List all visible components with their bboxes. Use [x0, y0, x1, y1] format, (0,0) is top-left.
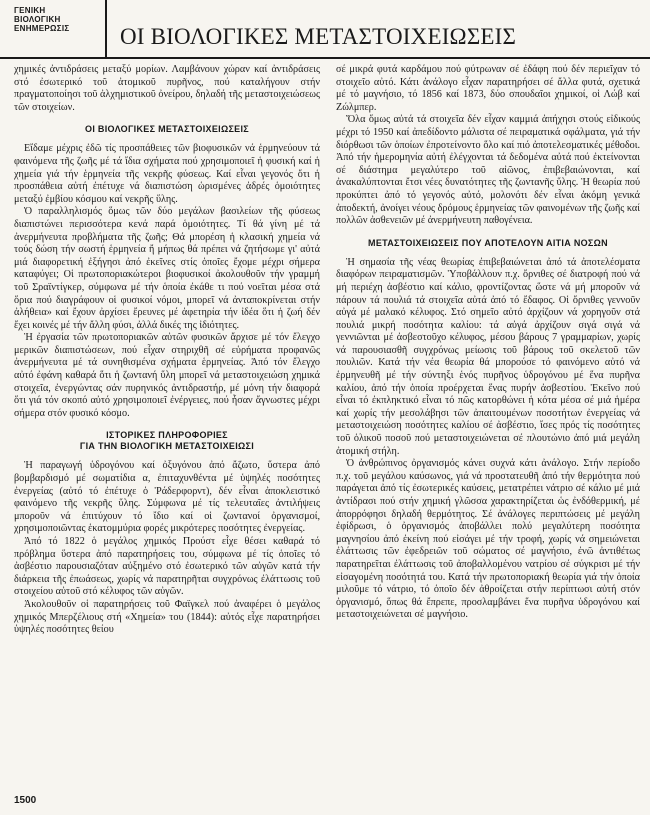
section-label-line: ΕΝΗΜΕΡΩΣΙΣ [14, 24, 70, 33]
left-column [14, 64, 320, 637]
header-vertical-rule [105, 0, 107, 58]
right-column [336, 64, 640, 622]
paragraph: Ὅλα ὅμως αὐτά τά στοιχεῖα δέν εἶχαν καμμιά ἀπήχησι στούς εἰδικούς μέχρι τό 1950 καί ἀπεδίδοντο μάλιστα σέ πειραματικά σφάλματα, γιά τήν διόρθωσι τῶν ὁποίων ἐπροτείνοντο ὅλο καί πιό ἀποτελεσματικές μέθοδοι. Ἀπό τήν ἡμερομηνία αὐτή ἐλέγχονται τά δεδομένα αὐτά πού ἐκτείνονται σέ διάστημα μεγαλύτερο τοῦ αἰῶνος, ἐπιβεβαιώνονται, καί ἀνακαλύπτονται ἔτσι νέες δυνατότητες τῆς ζωντανῆς ὕλης. Ἡ θεωρία πού προκύπτει ἀπό τό γεγονός αὐτό, μολονότι δέν εἶναι ἀκόμη γενικά ἀποδεκτή, ἀνοίγει νέους δρόμους ἑρμηνείας τῶν φαινομένων τῆς ζωῆς καί πολλῶν ἀσθενειῶν μέ ἀνερμήνευτη παθογένεια. [336, 114, 640, 227]
page-title: ΟΙ ΒΙΟΛΟΓΙΚΕΣ ΜΕΤΑΣΤΟΙΧΕΙΩΣΕΙΣ [120, 24, 517, 49]
paragraph: Ὁ ἀνθρώπινος ὀργανισμός κάνει συχνά κάτι ἀνάλογο. Στήν περίοδο π.χ. τοῦ μεγάλου καύσωνος, γιά νά προστατευθῆ ἀπό τήν θερμότητα πού παράγεται ἀπό τίς ἐσωτερικές καύσεις, μετατρέπει νάτριο σέ κάλιο μέ μιά ἀντίδρασι πού στήν χημική γλῶσσα χαρακτηρίζεται ὡς ἐνδόθερμική, μέ ἀπορρόφησι δηλαδή θερμότητος. Σέ ἀνάλογες περιπτώσεις μέ μεγάλη ἐφίδρωσι, ὁ ὀργανισμός ἀποβάλλει πολύ μεγαλύτερη ποσότητα μαγνησίου ἀπό ἐκείνη πού εἰσάγει μέ τήν τροφή, χωρίς νά σημειώνεται ἐλάττωσις τῶν ἐφεδρειῶν τοῦ σώματος σέ μαγνήσιο, ἐνῶ ἀντιθέτως παρατηρεῖται ἐλάττωσις τοῦ ἀποβαλλομένου νατρίου σέ σύγκρισι μέ τήν εἰσαγομένη ποσότητά του. Κατά τήν πρωτοποριακή θεωρία γιά τήν ὁποία μιλοῦμε τό νάτριο, τό ὁποῖο δέν ἀθροίζεται στήν περίπτωσι αὐτή στόν ὀργανισμό, ὅπως θά ἔπρεπε, προσλαμβάνει ἕνα πυρῆνα ὑδρογόνου καί μεταστοιχειώνεται σέ μαγνήσιο. [336, 458, 640, 621]
section-label [14, 6, 109, 33]
paragraph: Ἀπό τό 1822 ὁ μεγάλος χημικός Προύστ εἶχε θέσει καθαρά τό πρόβλημα ὕστερα ἀπό παρατηρήσεις του, σύμφωνα μέ τίς ὁποῖες τό ἀσβέστιο παρουσιαζόταν αὐξημένο στό ἐσωτερικό τῶν αὐγῶν κατά τήν διάρκεια τῆς ἐπωάσεως, χωρίς νά παρατηρῆται συγχρόνως ἐλάττωσις τοῦ στοιχείου αὐτοῦ στό κέλυφος τῶν αὐγῶν. [14, 536, 320, 598]
paragraph: Ἡ σημασία τῆς νέας θεωρίας ἐπιβεβαιώνεται ἀπό τά ἀποτελέσματα διαφόρων πειραματισμῶν. Ὑποβάλλουν π.χ. ὄρνιθες σέ διατροφή πού νά μή περιέχη ἀσβέστιο καί κάλιο, φροντίζοντας ὥστε νά μή μποροῦν νά πάρουν τά πουλιά τά στοιχεῖα αὐτά ἀπό τό ἔδαφος. Οἱ ὄρνιθες γεννοῦν αὐγά μέ μαλακό κέλυφος. Στό σημεῖο αὐτό ἀρχίζουν νά χορηγοῦν στά πουλιά μικρή ποσότητα καλίου: τά αὐγά ἀρχίζουν σιγά σιγά νά γεννιῶνται μέ ἀσβεστοῦχο κέλυφος, μέσου βάρους 7 γραμμαρίων, χωρίς νά παρουσιασθῆ συγχρόνως μείωσις τοῦ βάρους τοῦ σκελετοῦ τῶν πουλιῶν. Κατά τήν νέα θεωρία θά μπορούσε τό φαινόμενο αὐτό νά ἑρμηνευθῆ μέ τήν σύντηξι ἑνός πυρῆνος ὑδρογόνου μέ ἕνα πυρῆνα καλίου, ἀπό τήν ὁποία προέρχεται ἕνας πυρήν ἀσβεστίου. Ἐκεῖνο πού εἶναι τό ἐκπληκτικό εἶναι τό πῶς κατορθώνει ἡ κότα μέσα σέ μιά ἡμέρα καί χωρίς τήν μεσολάβησι τῶν ἀπαιτουμένων ποσοτήτων ἐνεργείας νά μεταστοιχειώση ποσότητες καλίου σέ ἀσβέστιο, ἴσες πρός τίς ποσότητες τοῦ ὁλικοῦ ποσοῦ πού μεταστοιχειώνεται σέ πλουτώνιο ἀπό μιά μεγάλη ἀτομική στήλη. [336, 256, 640, 457]
section-heading: ΜΕΤΑΣΤΟΙΧΕΙΩΣΕΙΣ ΠΟΥ ΑΠΟΤΕΛΟΥΝ ΑΙΤΙΑ ΝΟΣΩΝ [368, 237, 608, 248]
section-heading-line: ΓΙΑ ΤΗΝ ΒΙΟΛΟΓΙΚΗ ΜΕΤΑΣΤΟΙΧΕΙΩΣΙ [79, 441, 255, 452]
section-heading-line: ΙΣΤΟΡΙΚΕΣ ΠΛΗΡΟΦΟΡΙΕΣ [106, 430, 228, 441]
section-label-line: ΓΕΝΙΚΗ [14, 6, 46, 15]
paragraph: χημικές ἀντιδράσεις μεταξύ μορίων. Λαμβάνουν χώραν καί ἀντιδράσεις στό ἐσωτερικό τοῦ ἀτομικοῦ πυρῆνος, πού καταλήγουν στήν πραγματοποίησι τοῦ ἀλχημιστικοῦ ὀνείρου, δηλαδή τῆς μεταστοιχειώσεως τῶν στοιχείων. [14, 64, 320, 113]
section-label-line: ΒΙΟΛΟΓΙΚΗ [14, 15, 61, 24]
section-heading: ΟΙ ΒΙΟΛΟΓΙΚΕΣ ΜΕΤΑΣΤΟΙΧΕΙΩΣΕΙΣ [85, 124, 249, 135]
header-horizontal-rule [0, 57, 650, 59]
section-heading [14, 430, 320, 452]
page-number: 1500 [14, 795, 37, 806]
paragraph: σέ μικρά φυτά καρδάμου πού φύτρωναν σέ ἐδάφη πού δέν περιεῖχαν τό στοιχεῖο αὐτό. Κάτι ἀνάλογο εἶχαν παρατηρήσει σέ ἄλλα φυτά, σχετικά μέ τό μαγνήσιο, τό 1856 καί 1873, δύο σπουδαῖοι χημικοί, οἱ Λώβ καί Ζώλμπερ. [336, 64, 640, 113]
paragraph: Ἀκολουθοῦν οἱ παρατηρήσεις τοῦ Φαϊγκελ πού ἀναφέρει ὁ μεγάλος χημικός Μπερζέλιους στή «Χημεία» του (1844): αὐτός εἶχε παρατηρήσει ὑψηλές ποσότητες θείου [14, 598, 320, 636]
paragraph: Εἴδαμε μέχρις ἐδῶ τίς προσπάθειες τῶν βιοφυσικῶν νά ἑρμηνεύουν τά φαινόμενα τῆς ζωῆς μέ τά ἴδια σχήματα πού χρησιμοποιεῖ ἡ φυσική καί ἡ χημεία γιά τήν ἑρμηνεία τῆς νεκρῆς φύσεως. Καί εἶναι γεγονός ὅτι ἡ προσπάθεια αὐτή ἐπέτυχε νά διαπιστώση ὡρισμένες ἀδρές ὁμοιότητες μεταξύ ἐμβίου κόσμου καί νεκρῆς ὕλης. [14, 143, 320, 205]
page-header [0, 0, 650, 62]
paragraph: Ὁ παραλληλισμός ὅμως τῶν δύο μεγάλων βασιλείων τῆς φύσεως διαπιστώνει περισσότερα κενά παρά ὁμοιότητες. Τί θά γίνη μέ τά ἀνερμήνευτα προβλήματα τῆς ζωῆς; Θά μπορέση ἡ κλασική χημεία νά τούς δώση τήν σωστή ἑρμηνεία ἤ μήπως θά πρέπει νά ζητήσωμε γι' αὐτά μιά διαφορετική ἐξήγησι ἀπό ἐκεῖνες στίς ὁποῖες ἔχομε μέχρι σήμερα καταφύγει; Οἱ πρωτοποριακώτεροι βιοφυσικοί ἀκολουθοῦν τήν γραμμή τοῦ Σραϊντίγκερ, σύμφωνα μέ τήν ὁποία ἐκάθε τι πού νοεῖται μέσα στά ὅρια πού διαγράφουν οἱ φυσικοί νόμοι, μπορεῖ νά ἀνταποκρίνεται στήν ἀλήθεια» καί ἔχουν ἀρχίσει ἔρευνες μέ ἀφετηρία τήν ἰδέα ὅτι ἡ ζωή δέν ἔχει κοινές μέ τήν ἄλλη φύσι, ἀλλά δικές της ἰδιότητες. [14, 206, 320, 331]
paragraph: Ἡ παραγωγή ὑδρογόνου καί ὀξυγόνου ἀπό ἄζωτο, ὕστερα ἀπό βομβαρδισμό μέ σωματίδια α, ἐπιταχυνθέντα μέ ὑψηλές ποσότητες ἐνεργείας (αὐτό τό ἐπέτυχε ὁ Ῥάδερφορντ), δέν εἶναι ἀποκλειστικό φαινόμενο τῆς νεκρῆς ὕλης. Σύμφωνα μέ τίς τελευταῖες ἀντιλήψεις μποροῦν νά ἐπιτύχουν τό ἴδιο καί οἱ ζωντανοί ὀργανισμοί, χρησιμοποιῶντας ἑκατομμύρια φορές μικρότερες ποσότητες ἐνεργείας. [14, 460, 320, 535]
paragraph: Ἡ ἐργασία τῶν πρωτοποριακῶν αὐτῶν φυσικῶν ἄρχισε μέ τόν ἔλεγχο μερικῶν διαπιστώσεων, πού εἶχαν στηριχθῆ σέ εὑρήματα προφανῶς ἀνερμήνευτα μέ τά συνηθισμένα σχήματα ἑρμηνείας. Ἀπό τόν ἔλεγχο αὐτό ἐφάνη καθαρά ὅτι ἡ ζωντανή ὕλη μπορεῖ νά μεταστοιχειώση χημικά στοιχεῖα, ἐνεργώντας σάν πυρηνικός ἀντιδραστήρ, μέ μόνη τήν διαφορά ὅτι γιά τόν σκοπό αὐτό χρησιμοποιεῖ ἐνέργειες, πού ἦσαν ἄγνωστες μέχρι σήμερα στόν φυσικό κόσμο. [14, 332, 320, 419]
